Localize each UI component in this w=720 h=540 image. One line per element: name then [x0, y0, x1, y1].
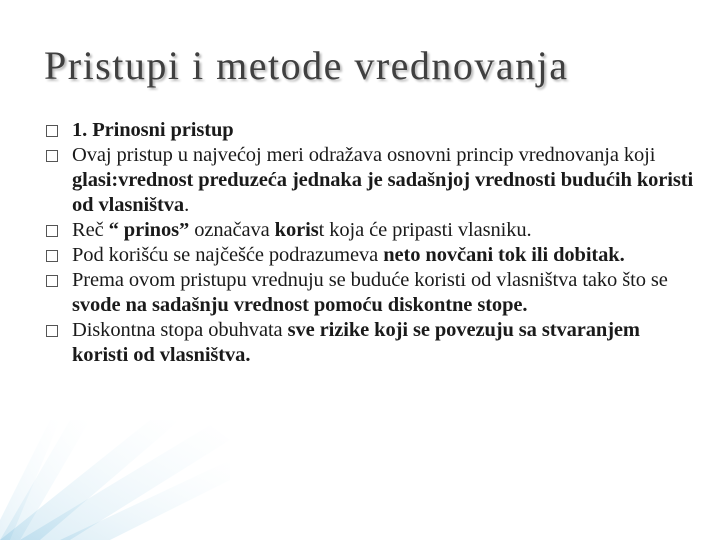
square-bullet-icon: [46, 275, 58, 287]
bullet-text: Diskontna stopa obuhvata: [72, 319, 288, 341]
bullet-text: .: [184, 194, 190, 216]
bullet-text: Ovaj pristup u najvećoj meri odražava osnovni princip vrednovanja koji: [72, 144, 656, 166]
bullet-item: [46, 318, 701, 368]
square-bullet-icon: [46, 150, 58, 162]
bullet-text: označava: [189, 219, 275, 241]
bullet-text: Pod korišću se najčešće podrazumeva: [72, 244, 384, 266]
slide-title: Pristupi i metode vrednovanja: [44, 43, 569, 88]
bullet-text-bold: neto novčani tok ili dobitak.: [383, 244, 625, 266]
bullet-item: [46, 268, 701, 318]
bullet-text: Reč: [72, 219, 109, 241]
bullet-text-bold: sve rizike koji se povezuju sa stvaranjem koristi od vlasništva.: [72, 319, 640, 366]
bullet-list: [46, 118, 701, 368]
bullet-item: [46, 143, 701, 218]
decorative-light-rays: [0, 420, 230, 540]
square-bullet-icon: [46, 325, 58, 337]
square-bullet-icon: [46, 125, 58, 137]
bullet-text: Prema ovom pristupu vrednuju se buduće koristi od vlasništva tako što se: [72, 269, 668, 291]
bullet-text: t koja će pripasti vlasniku.: [318, 219, 532, 241]
bullet-item: [46, 118, 701, 143]
bullet-text-bold: svode na sadašnju vrednost pomoću diskontne stope.: [72, 294, 528, 316]
bullet-item: [46, 243, 701, 268]
square-bullet-icon: [46, 250, 58, 262]
bullet-text-bold: glasi:vrednost preduzeća jednaka je sadašnjoj vrednosti budućih koristi od vlasništva: [72, 169, 694, 216]
bullet-item: [46, 218, 701, 243]
bullet-text-bold: “ prinos”: [108, 219, 190, 241]
bullet-text-bold: koris: [274, 219, 319, 241]
bullet-text-bold: 1. Prinosni pristup: [72, 119, 234, 141]
square-bullet-icon: [46, 225, 58, 237]
